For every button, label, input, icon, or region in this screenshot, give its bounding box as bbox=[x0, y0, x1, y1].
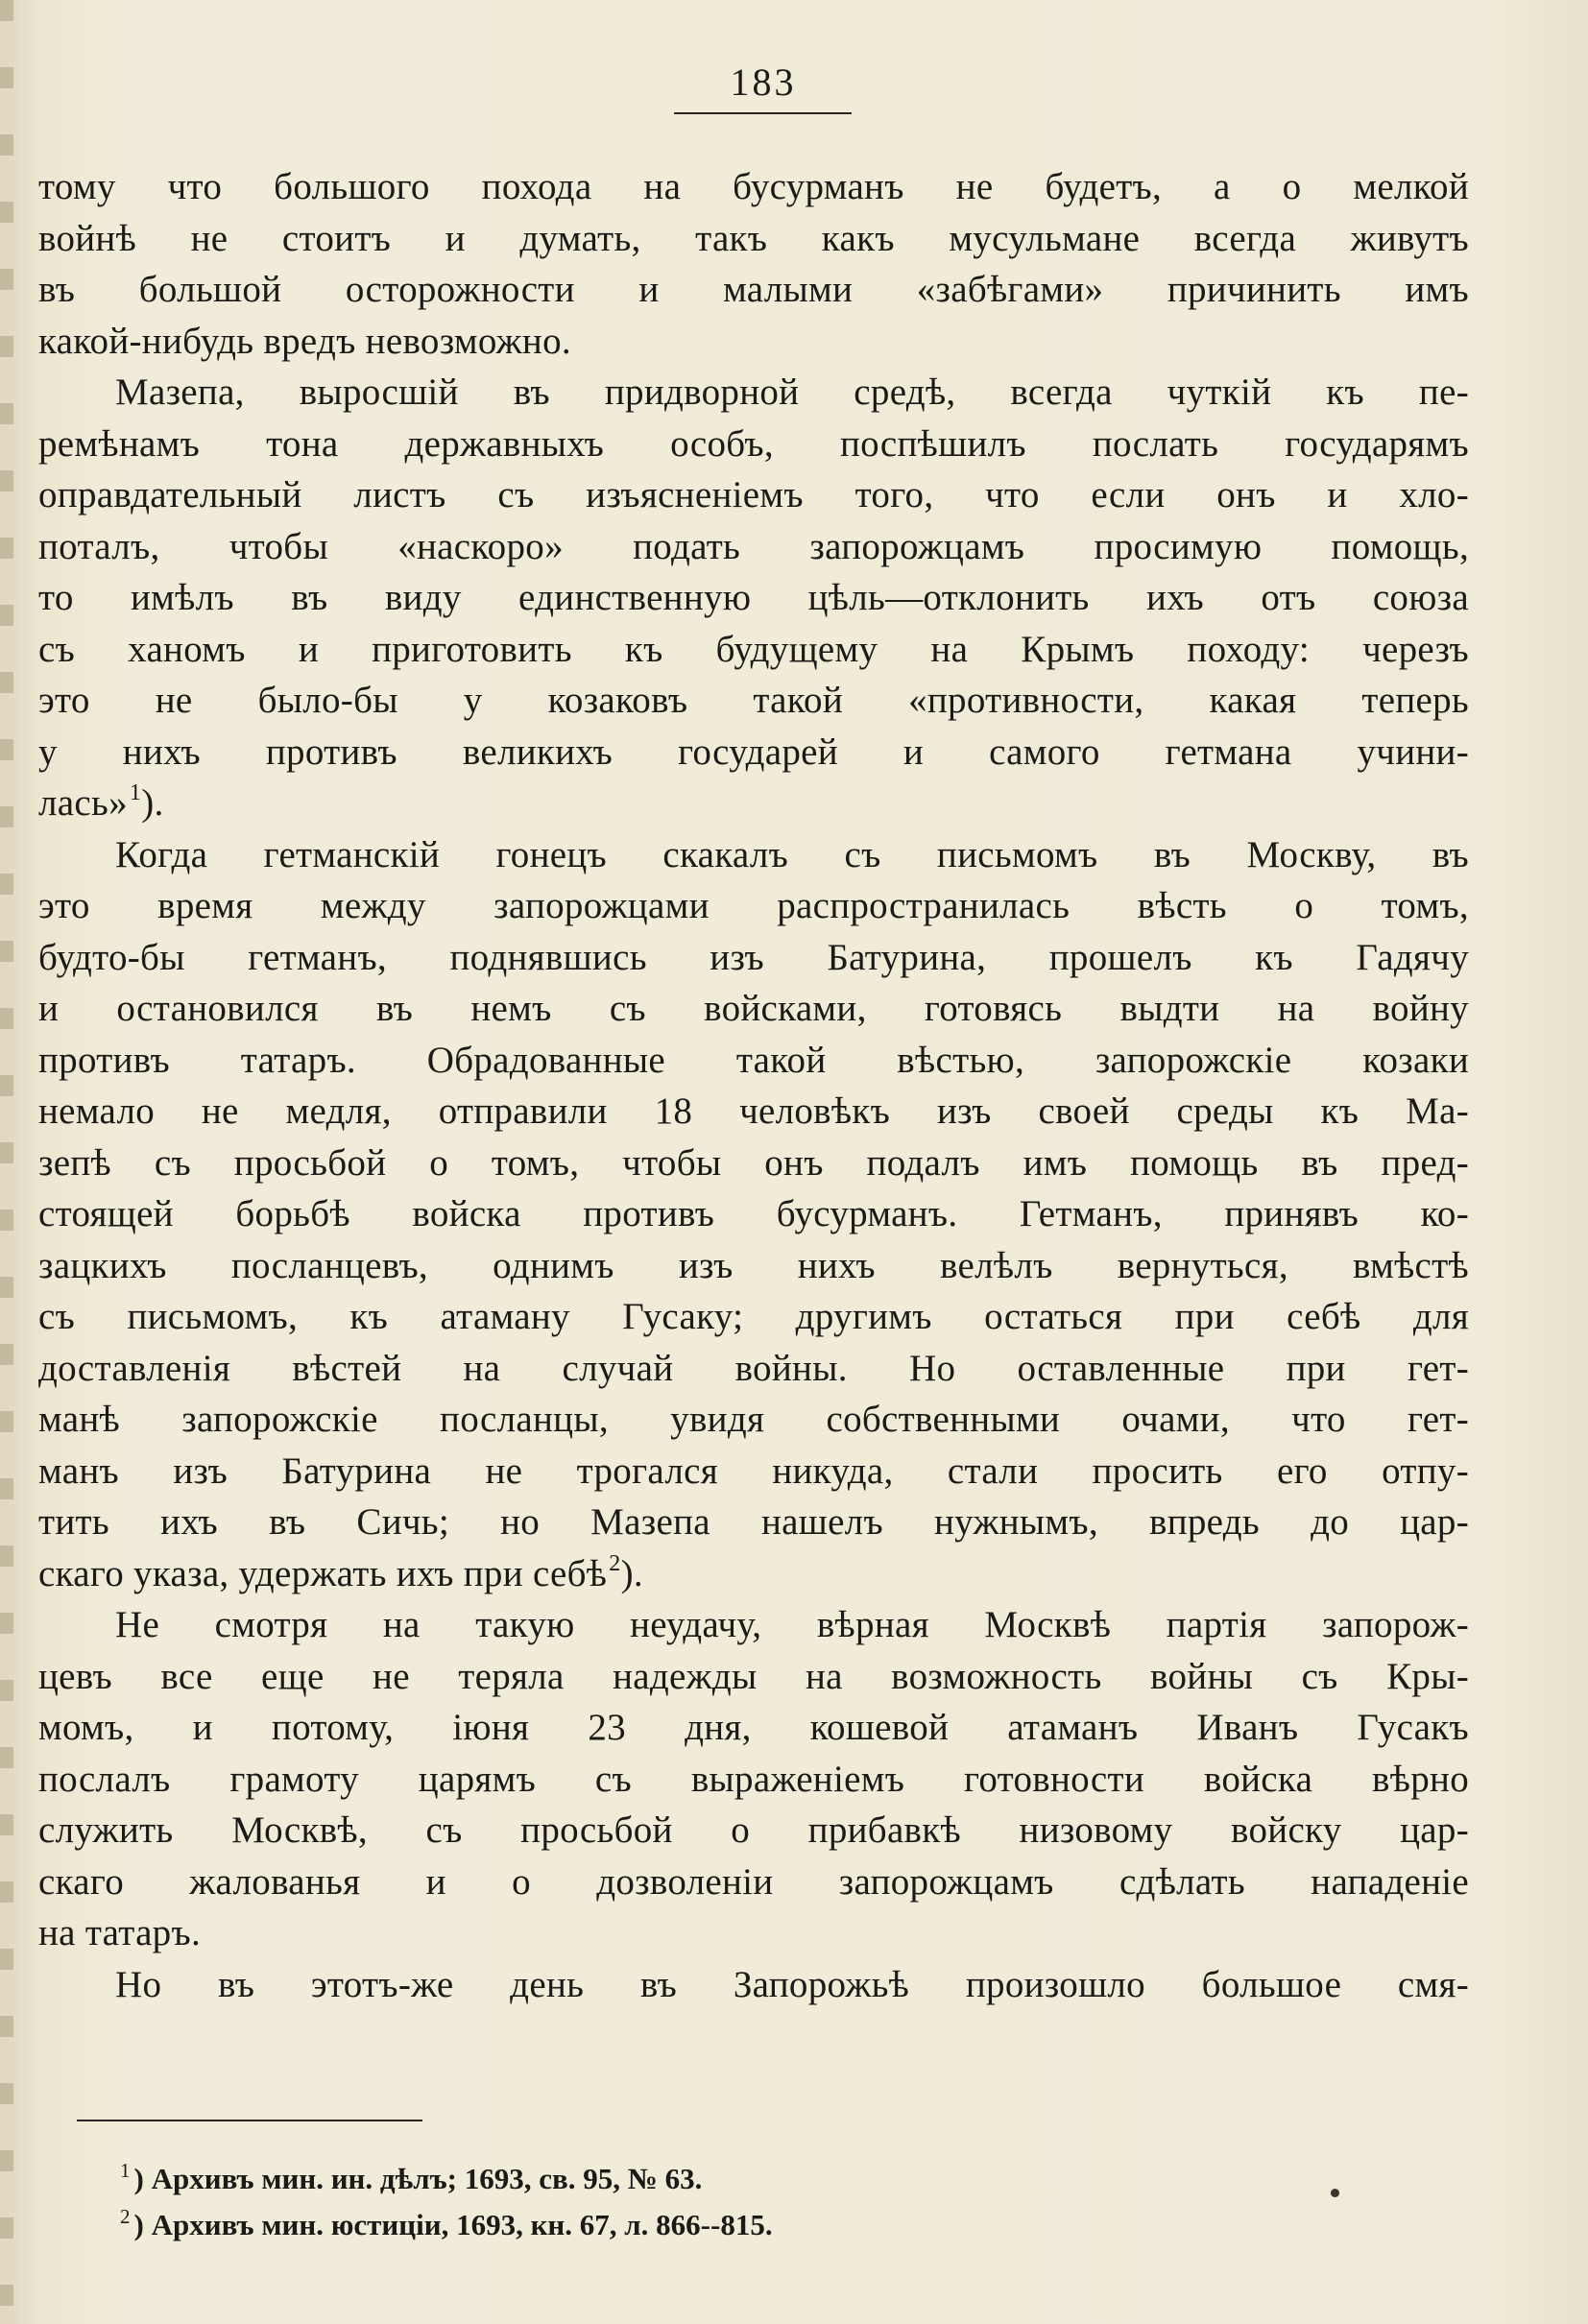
text-line: оправдательный листъ съ изъясненіемъ того, что если онъ и хло- bbox=[38, 474, 1469, 515]
text-line: у нихъ противъ великихъ государей и самого гетмана учини- bbox=[38, 731, 1469, 773]
text-line-with-footnote bbox=[38, 778, 1469, 829]
ink-speck bbox=[1331, 2189, 1339, 2197]
book-gutter bbox=[0, 0, 13, 2324]
text-line: поталъ, чтобы «наскоро» подать запорожцамъ просимую помощь, bbox=[38, 525, 1469, 567]
text-line: манъ изъ Батурина не трогался никуда, стали просить его отпу- bbox=[38, 1450, 1469, 1492]
ref-close: ). bbox=[620, 1552, 643, 1594]
page-number: 183 bbox=[730, 60, 797, 104]
text-line-with-footnote bbox=[38, 1548, 1469, 1600]
text-line: немало не медля, отправили 18 человѣкъ изъ своей среды къ Ма- bbox=[38, 1090, 1469, 1132]
text-line: доставленія вѣстей на случай войны. Но оставленные при гет- bbox=[38, 1347, 1469, 1389]
text-line: Не смотря на такую неудачу, вѣрная Москвѣ партія запорож- bbox=[115, 1604, 1469, 1645]
footnotes bbox=[120, 2156, 1176, 2248]
text-line: манѣ запорожскіе посланцы, увидя собственными очами, что гет- bbox=[38, 1399, 1469, 1440]
text-line: Мазепа, выросшій въ придворной средѣ, всегда чуткій къ пе- bbox=[115, 371, 1469, 413]
text-line: это не было-бы у козаковъ такой «противности, какая теперь bbox=[38, 680, 1469, 721]
text-line: въ большой осторожности и малыми «забѣгами» причинить имъ bbox=[38, 269, 1469, 310]
page-number-rule bbox=[674, 112, 852, 114]
text-line: зацкихъ посланцевъ, однимъ изъ нихъ велѣлъ вернуться, вмѣстѣ bbox=[38, 1244, 1469, 1286]
text-line: ремѣнамъ тона державныхъ особъ, поспѣшилъ послать государямъ bbox=[38, 422, 1469, 465]
footnote-text: ) Архивъ мин. юстиціи, 1693, кн. 67, л. 866--815. bbox=[133, 2208, 773, 2241]
text-line: зепѣ съ просьбой о томъ, чтобы онъ подалъ имъ помощь въ пред- bbox=[38, 1141, 1469, 1184]
text-line: съ письмомъ, къ атаману Гусаку; другимъ остаться при себѣ для bbox=[38, 1296, 1469, 1337]
text-line: тому что большого похода на бусурманъ не будетъ, а о мелкой bbox=[38, 166, 1469, 207]
footnote-ref-1: 1 bbox=[129, 780, 142, 805]
text-line: скаго жалованья и о дозволеніи запорожцамъ сдѣлать нападеніе bbox=[38, 1860, 1469, 1903]
footnote-1 bbox=[120, 2156, 1176, 2202]
text-line: послалъ грамоту царямъ съ выраженіемъ готовности войска вѣрно bbox=[38, 1758, 1469, 1800]
text-line: Когда гетманскій гонецъ скакалъ съ письмомъ въ Москву, въ bbox=[115, 833, 1469, 875]
text-line: то имѣлъ въ виду единственную цѣль—отклонить ихъ отъ союза bbox=[38, 577, 1469, 618]
text-line: это время между запорожцами распространилась вѣсть о томъ, bbox=[38, 885, 1469, 926]
text-line: стоящей борьбѣ войска противъ бусурманъ. Гетманъ, принявъ ко- bbox=[38, 1193, 1469, 1234]
text-line: и остановился въ немъ съ войсками, готовясь выдти на войну bbox=[38, 988, 1469, 1029]
text-line: съ ханомъ и приготовить къ будущему на Крымъ походу: черезъ bbox=[38, 628, 1469, 670]
footnote-separator bbox=[77, 2120, 422, 2121]
body-text bbox=[38, 161, 1469, 2010]
text-line: служить Москвѣ, съ просьбой о прибавкѣ низовому войску цар- bbox=[38, 1809, 1469, 1851]
text-line: момъ, и потому, іюня 23 дня, кошевой атаманъ Иванъ Гусакъ bbox=[38, 1707, 1469, 1748]
text-line: будто-бы гетманъ, поднявшись изъ Батурина, прошелъ къ Гадячу bbox=[38, 936, 1469, 978]
text-fragment: лась» bbox=[38, 782, 128, 824]
footnote-mark: 2 bbox=[120, 2205, 131, 2228]
text-line: противъ татаръ. Обрадованные такой вѣстью, запорожскіе козаки bbox=[38, 1039, 1469, 1081]
text-fragment: скаго указа, удержать ихъ при себѣ bbox=[38, 1552, 608, 1594]
footnote-mark: 1 bbox=[120, 2159, 131, 2182]
text-line: цевъ все еще не теряла надежды на возможность войны съ Кры- bbox=[38, 1655, 1469, 1697]
text-line: какой-нибудь вредъ невозможно. bbox=[38, 320, 571, 362]
text-line: тить ихъ въ Сичь; но Мазепа нашелъ нужнымъ, впредь до цар- bbox=[38, 1501, 1469, 1543]
text-line: Но въ этотъ-же день въ Запорожьѣ произошло большое смя- bbox=[115, 1963, 1469, 2005]
footnote-2 bbox=[120, 2202, 1176, 2248]
footnote-ref-2: 2 bbox=[609, 1550, 621, 1576]
ref-close: ). bbox=[141, 782, 164, 824]
text-line: войнѣ не стоитъ и думать, такъ какъ мусульмане всегда живутъ bbox=[38, 217, 1469, 259]
footnote-text: ) Архивъ мин. ин. дѣлъ; 1693, св. 95, № 63. bbox=[133, 2162, 703, 2195]
text-line: на татаръ. bbox=[38, 1912, 201, 1953]
